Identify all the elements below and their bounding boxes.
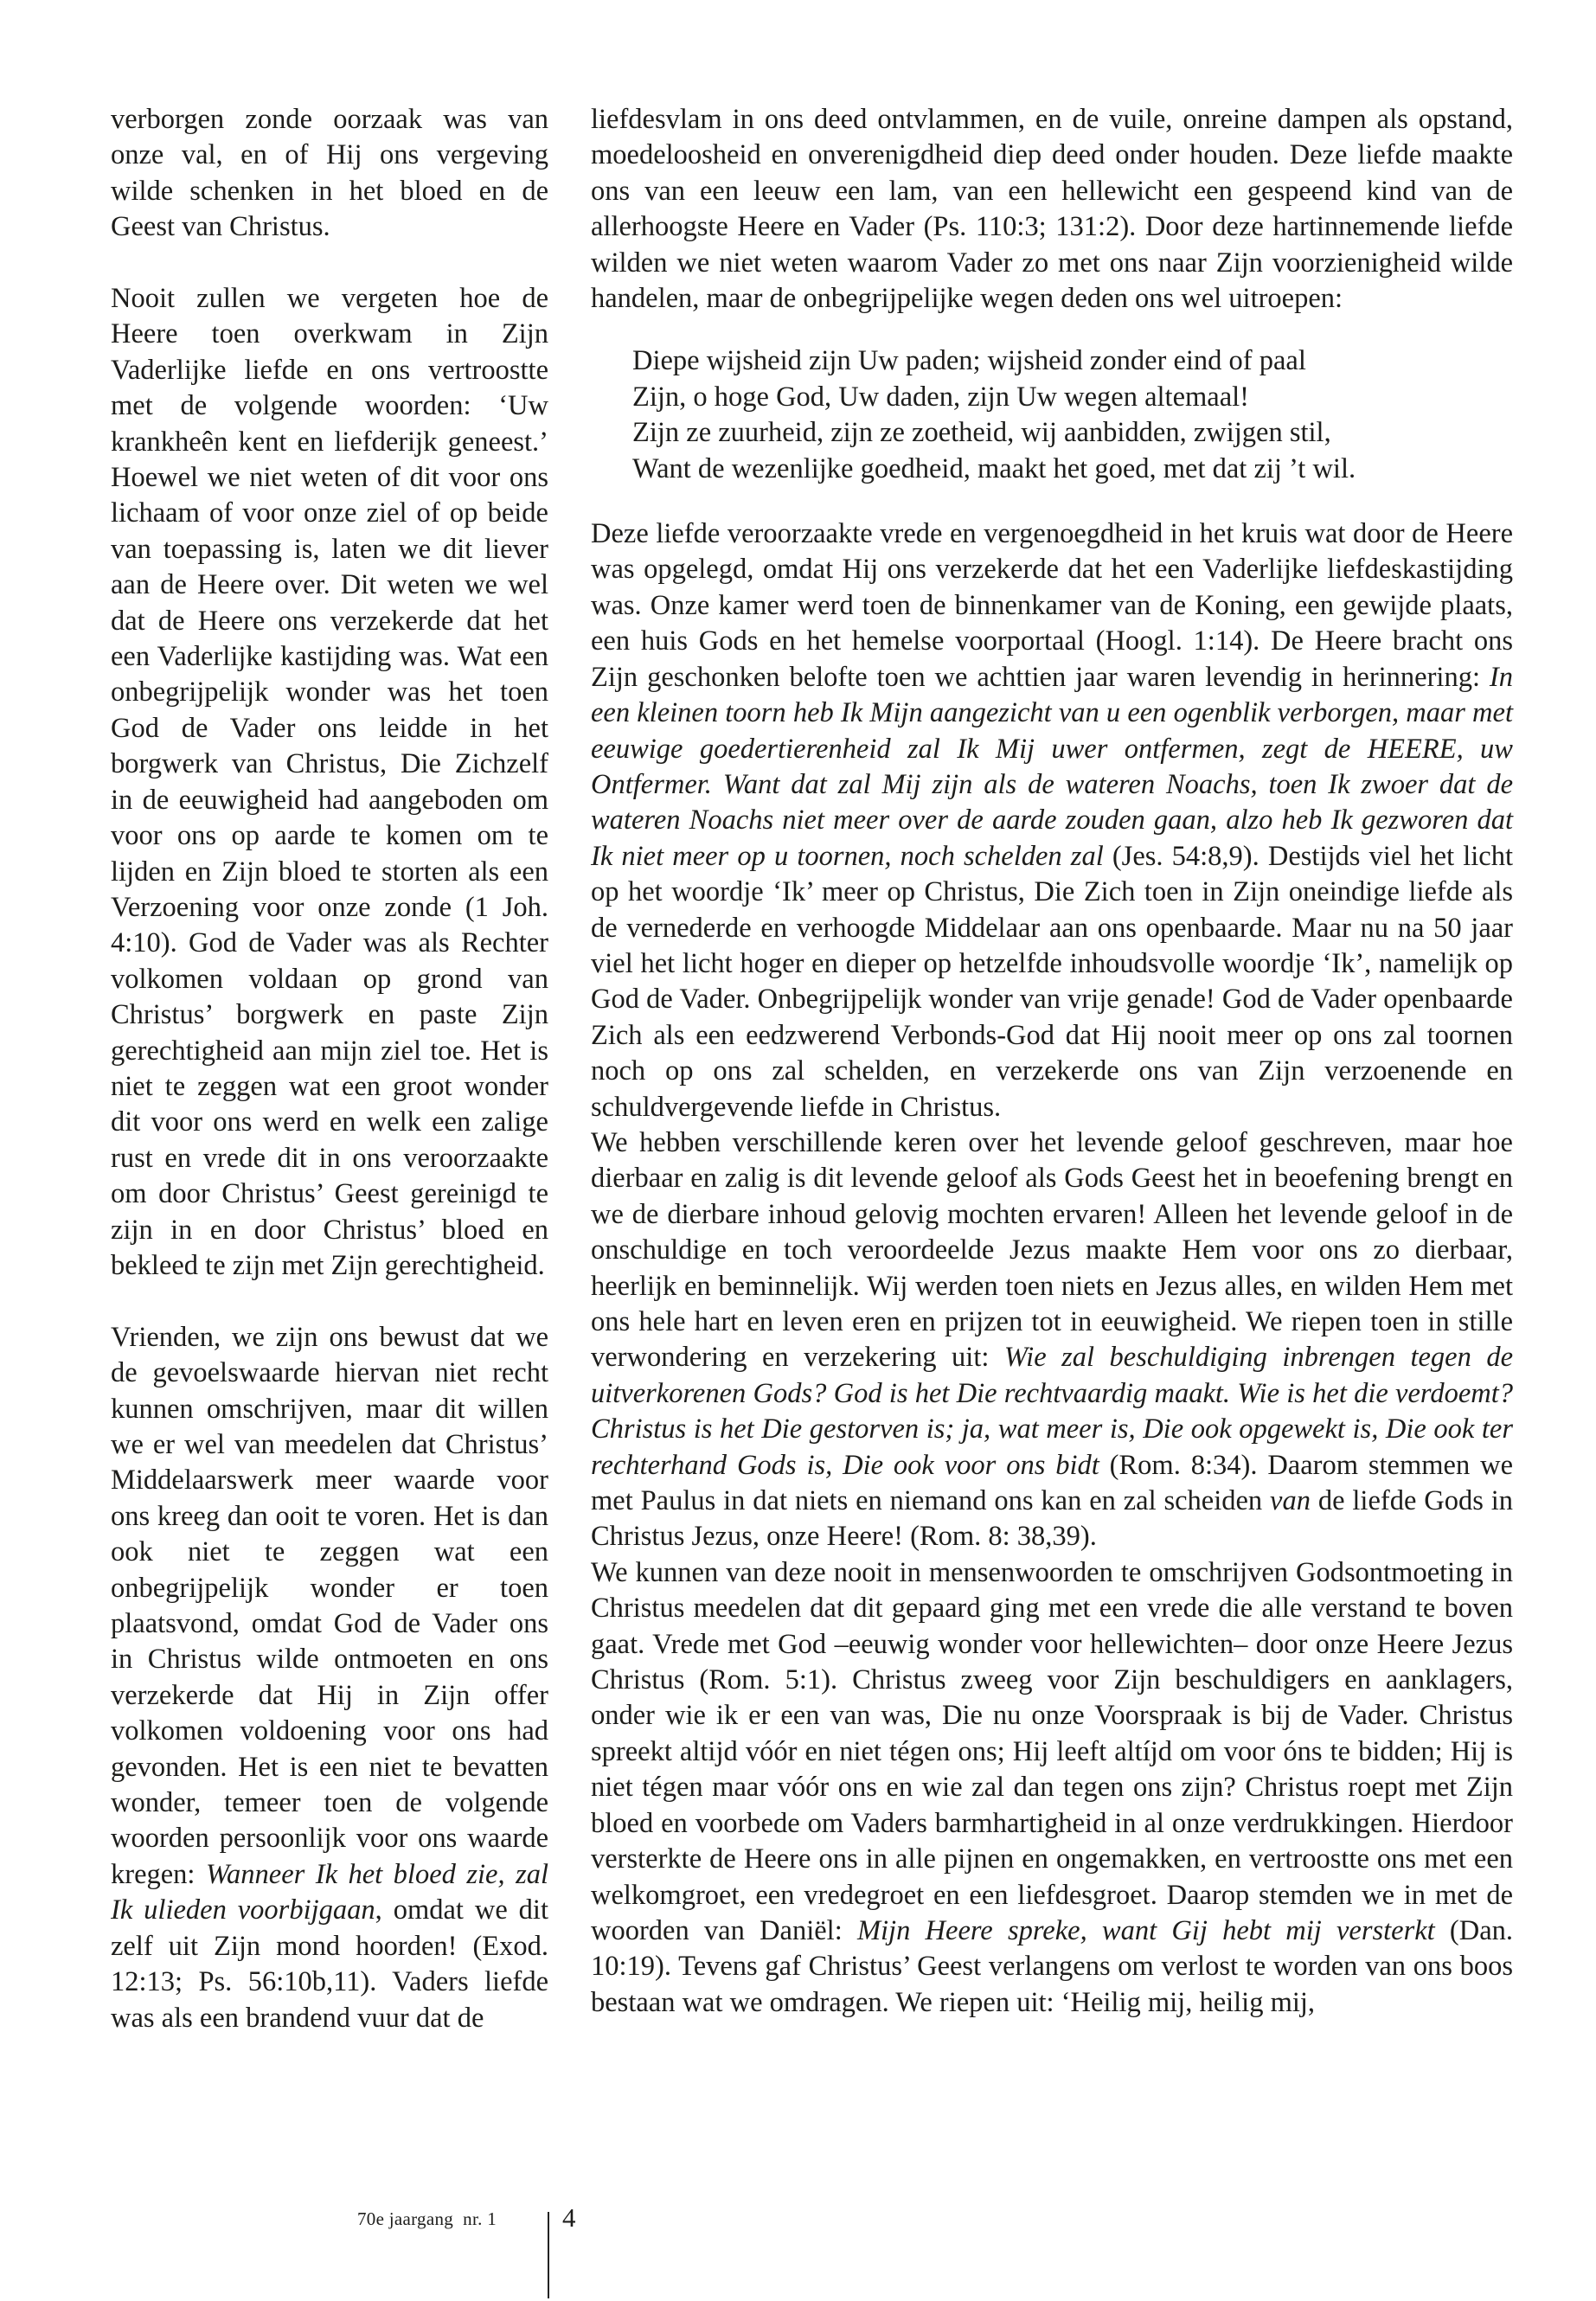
text-run: verborgen zonde oorzaak was van onze val, en of Hij ons vergeving wilde schenken in het bloed en de Geest van Christus.	[111, 104, 548, 243]
paragraph	[111, 102, 548, 246]
page-number: 4	[562, 2202, 576, 2233]
text-run: liefdesvlam in ons deed ontvlammen, en de vuile, onreine dampen als opstand, moedeloosheid en onverenigdheid diep deed onder houden. Deze liefde maakte ons van een leeuw een lam, van een hellewicht een gespeend kind van de allerhoogste Heere en Vader (Ps. 110:3; 131:2). Door deze hartinnemende liefde wilden we niet weten waarom Vader zo met ons naar Zijn voorzienigheid wilde handelen, maar de onbegrijpelijke wegen deden ons wel uitroepen:	[591, 104, 1513, 315]
italic-quote: Mijn Heere spreke, want Gij hebt mij versterkt	[856, 1914, 1435, 1946]
footer-divider	[548, 2212, 549, 2298]
italic-quote: Wanneer Ik het bloed zie, zal Ik ulieden voorbijgaan	[111, 1858, 548, 1926]
paragraph	[591, 1125, 1513, 1555]
text-run: We kunnen van deze nooit in mensenwoorden te omschrijven Godsontmoeting in Christus meedelen dat dit gepaard ging met een vrede die alle verstand te boven gaat. Vrede met God –eeuwig wonder voor hellewichten– door onze Heere Jezus Christus (Rom. 5:1). Christus zweeg voor Zijn beschuldigers en aanklagers, onder wie ik er een van was, Die nu onze Voorspraak is bij de Vader. Christus spreekt altijd vóór en niet tégen ons; Hij leeft altíjd om voor óns te bidden; Hij is niet tégen maar vóór ons en wie zal dan tegen ons zijn? Christus roept met Zijn bloed en voorbede om Vaders barmhartigheid in al onze verdrukkingen. Hierdoor versterkte de Heere ons in alle pijnen en ongemakken, en vertroostte ons met een welkomgroet, een vredegroet en een liefdesgroet. Daarop stemden we in met de woorden van Daniël:	[591, 1556, 1513, 1946]
text-run: (Dan. 10:19). Tevens gaf Christus’ Geest verlangens om verlost te worden van ons boos bestaan wat we omdragen. We riepen uit: ‘Heilig mij, heilig mij,	[591, 1914, 1513, 2018]
footer-issue-label: 70e jaargang nr. 1	[357, 2208, 497, 2229]
poem-quote	[632, 343, 1513, 487]
right-paragraphs	[591, 516, 1513, 2021]
text-run: de liefde Gods in Christus Jezus, onze Heere! (Rom. 8: 38,39).	[591, 1485, 1513, 1553]
text-run: (Jes. 54:8,9). Destijds viel het licht op het woordje ‘Ik’ meer op Christus, Die Zich toen in Zijn oneindige liefde als de vernederde en verhoogde Middelaar aan ons openbaarde. Maar nu na 50 jaar viel het licht hoger en dieper op hetzelfde inhoudsvolle woordje ‘Ik’, namelijk op God de Vader. Onbegrijpelijk wonder van vrije genade! God de Vader openbaarde Zich als een eedzwerend Verbonds-God dat Hij nooit meer op ons zal toornen noch op ons zal schelden, en verzekerde ons van Zijn verzoenende en schuldvergevende liefde in Christus.	[591, 840, 1513, 1123]
italic-quote: Wie zal beschuldiging inbrengen tegen de uitverkorenen Gods? God is het Die rechtvaardig maakt. Wie is het die verdoemt? Christus is het Die gestorven is; ja, wat meer is, Die ook opgewekt is, Die ook ter rechterhand Gods is, Die ook voor ons bidt	[591, 1342, 1514, 1481]
text-run: Vrienden, we zijn ons bewust dat we de gevoelswaarde hiervan niet recht kunnen omschrijven, maar dit willen we er wel van meedelen dat Christus’ Middelaarswerk meer waarde voor ons kreeg dan ooit te voren. Het is dan ook niet te zeggen wat een onbegrijpelijk wonder er toen plaatsvond, omdat God de Vader ons in Christus wilde ontmoeten en ons verzekerde dat Hij in Zijn offer volkomen voldoening voor ons had gevonden. Het is een niet te bevatten wonder, temeer toen de volgende woorden persoonlijk voor ons waarde kregen:	[111, 1321, 548, 1890]
poem-line: Diepe wijsheid zijn Uw paden; wijsheid zonder eind of paal	[632, 345, 1306, 377]
poem-line: Zijn, o hoge God, Uw daden, zijn Uw wegen altemaal!	[632, 381, 1249, 413]
paragraph	[111, 1320, 548, 2036]
paragraph	[591, 516, 1513, 1125]
italic-quote: In een kleinen toorn heb Ik Mijn aangezicht van u een ogenblik verborgen, maar met eeuwige goedertierenheid zal Ik Mij uwer ontfermen, zegt de HEERE, uw Ontfermer. Want dat zal Mij zijn als de wateren Noachs, toen Ik zwoer dat de wateren Noachs niet meer over de aarde zouden gaan, alzo heb Ik gezworen dat Ik niet meer op u toornen, noch schelden zal	[591, 661, 1513, 872]
paragraph	[591, 102, 1513, 317]
text-run: Deze liefde veroorzaakte vrede en vergenoegdheid in het kruis wat door de Heere was opgelegd, omdat Hij ons verzekerde dat het een Vaderlijke liefdeskastijding was. Onze kamer werd toen de binnenkamer van de Koning, een gewijde plaats, een huis Gods en het hemelse voorportaal (Hoogl. 1:14). De Heere bracht ons Zijn geschonken belofte toen we achttien jaar waren levendig in herinnering:	[591, 518, 1513, 693]
poem-line: Want de wezenlijke goedheid, maakt het goed, met dat zij ’t wil.	[632, 452, 1356, 484]
poem-line: Zijn ze zuurheid, zijn ze zoetheid, wij aanbidden, zwijgen stil,	[632, 417, 1331, 449]
right-column	[591, 102, 1513, 2021]
text-run: (Rom. 8:34). Daarom stemmen we met Paulus in dat niets en niemand ons kan en zal scheiden	[591, 1449, 1513, 1517]
paragraph	[591, 1555, 1513, 2021]
paragraph	[111, 281, 548, 1284]
left-column	[111, 102, 548, 2036]
text-run: We hebben verschillende keren over het levende geloof geschreven, maar hoe dierbaar en zalig is dit levende geloof als Gods Geest het in beoefening brengt en we de dierbare inhoud gelovig mochten ervaren! Alleen het levende geloof in de onschuldige en toch veroordeelde Jezus maakte Hem voor ons zo dierbaar, heerlijk en beminnelijk. Wij werden toen niets en Jezus alles, en wilden Hem met ons hele hart en leven eren en prijzen tot in eeuwigheid. We riepen toen in stille verwondering en verzekering uit:	[591, 1126, 1513, 1374]
italic-quote: van	[1270, 1485, 1311, 1517]
text-run: , omdat we dit zelf uit Zijn mond hoorden! (Exod. 12:13; Ps. 56:10b,11). Vaders liefde was als een brandend vuur dat de	[111, 1894, 548, 2034]
text-run: Nooit zullen we vergeten hoe de Heere toen overkwam in Zijn Vaderlijke liefde en ons vertroostte met de volgende woorden: ‘Uw krankheên kent en liefderijk geneest.’ Hoewel we niet weten of dit voor ons lichaam of voor onze ziel of op beide van toepassing is, laten we dit liever aan de Heere over. Dit weten we wel dat de Heere ons verzekerde dat het een Vaderlijke kastijding was. Wat een onbegrijpelijk wonder was het toen God de Vader ons leidde in het borgwerk van Christus, Die Zichzelf in de eeuwigheid had aangeboden om voor ons op aarde te komen om te lijden en Zijn bloed te storten als een Verzoening voor onze zonde (1 Joh. 4:10). God de Vader was als Rechter volkomen voldaan op grond van Christus’ borgwerk en paste Zijn gerechtigheid aan mijn ziel toe. Het is niet te zeggen wat een groot wonder dit voor ons werd en welk een zalige rust en vrede dit in ons veroorzaakte om door Christus’ Geest gereinigd te zijn in en door Christus’ bloed en bekleed te zijn met Zijn gerechtigheid.	[111, 283, 548, 1281]
